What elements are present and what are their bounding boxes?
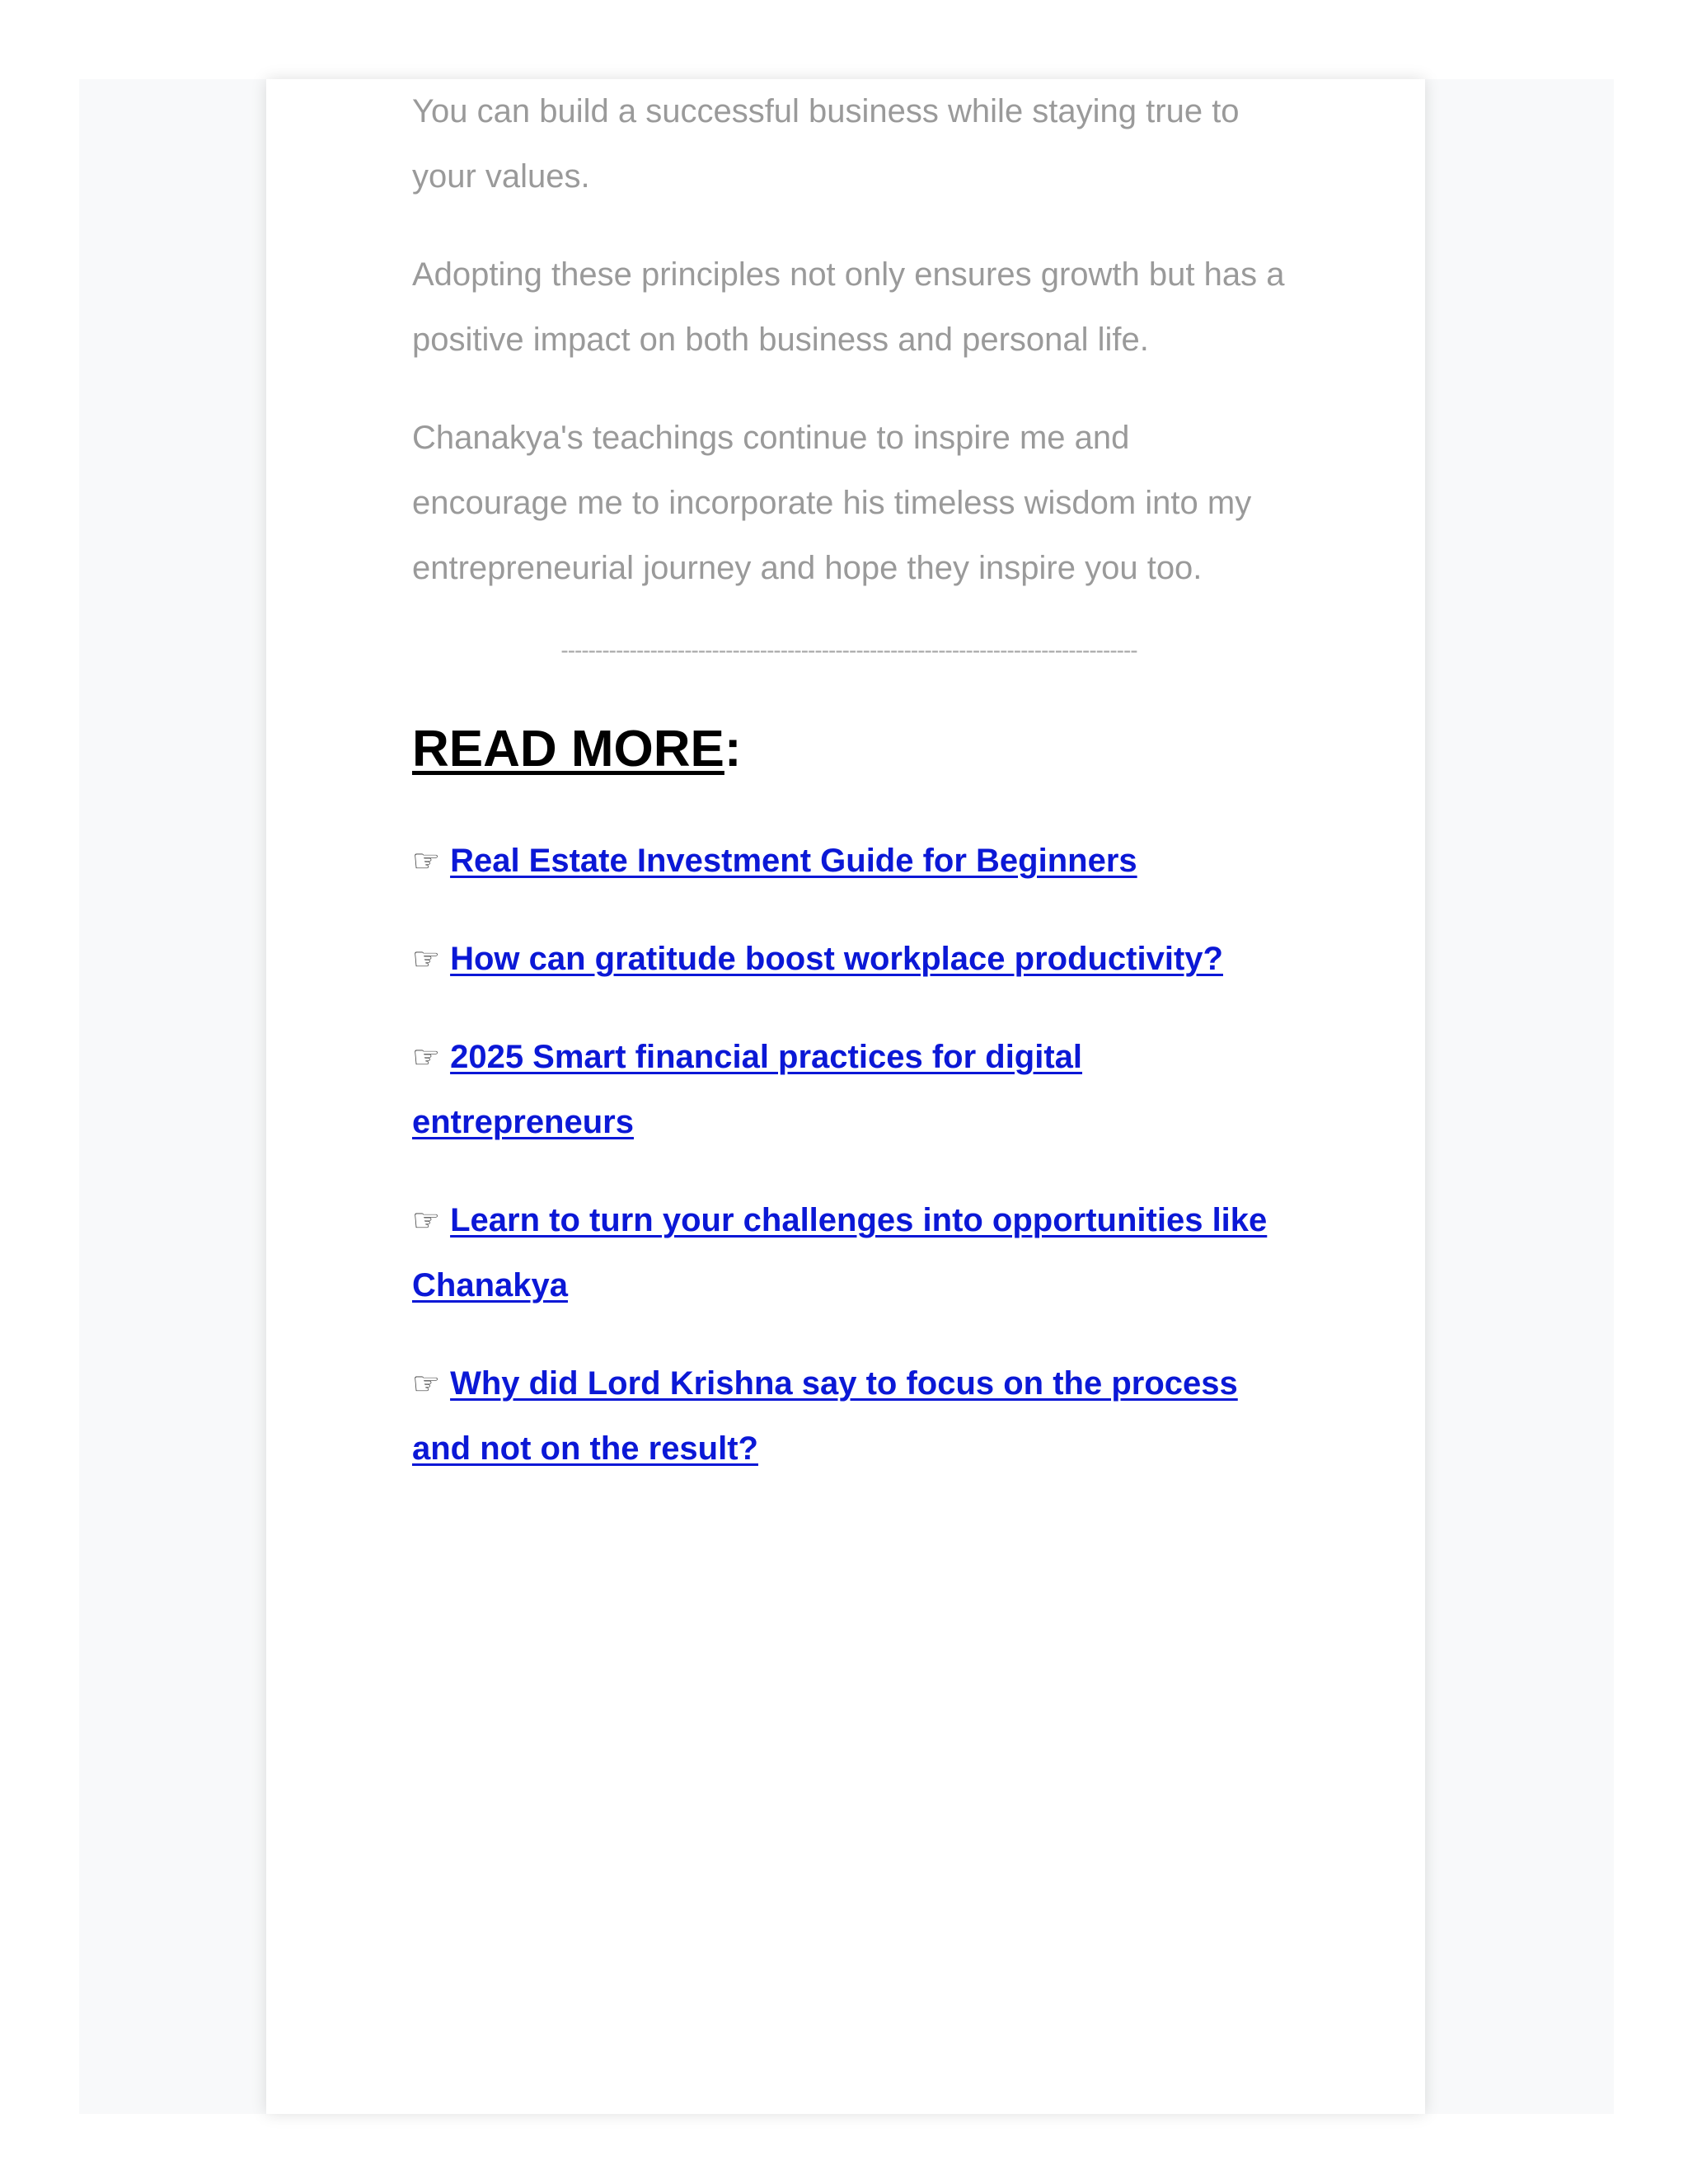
document-viewport <box>79 79 1614 2114</box>
paragraph-chanakya: Chanakya's teachings continue to inspire me and encourage me to incorporate his timeless wisdom into my entrepreneurial journey and hope they inspire you too. <box>412 420 1252 586</box>
paragraph-values: You can build a successful business while staying true to your values. <box>412 93 1240 195</box>
paragraph-principles: Adopting these principles not only ensures growth but has a positive impact on both business and personal life. <box>412 256 1285 358</box>
read-more-item <box>412 1025 1286 1155</box>
pointing-hand-icon: ☞ <box>412 941 441 977</box>
link-real-estate-guide[interactable]: Real Estate Investment Guide for Beginners <box>450 843 1137 879</box>
read-more-item <box>412 829 1286 894</box>
read-more-colon: : <box>724 721 742 777</box>
read-more-item <box>412 1351 1286 1482</box>
article-content <box>412 79 1286 1515</box>
pointing-hand-icon: ☞ <box>412 1039 441 1075</box>
pointing-hand-icon: ☞ <box>412 1202 441 1238</box>
link-lord-krishna-process[interactable]: Why did Lord Krishna say to focus on the process and not on the result? <box>412 1365 1238 1467</box>
document-page <box>266 79 1425 2114</box>
link-gratitude-productivity[interactable]: How can gratitude boost workplace productivity? <box>450 941 1223 977</box>
link-challenges-opportunities[interactable]: Learn to turn your challenges into opportunities like Chanakya <box>412 1202 1268 1303</box>
read-more-heading <box>412 720 1286 779</box>
section-divider: ------------------------------------------------------------------------------------ <box>560 637 1137 663</box>
pointing-hand-icon: ☞ <box>412 1365 441 1402</box>
read-more-item <box>412 927 1286 992</box>
read-more-item <box>412 1188 1286 1318</box>
pointing-hand-icon: ☞ <box>412 843 441 879</box>
read-more-heading-text: READ MORE <box>412 721 724 777</box>
link-smart-financial-practices[interactable]: 2025 Smart financial practices for digital entrepreneurs <box>412 1039 1083 1140</box>
